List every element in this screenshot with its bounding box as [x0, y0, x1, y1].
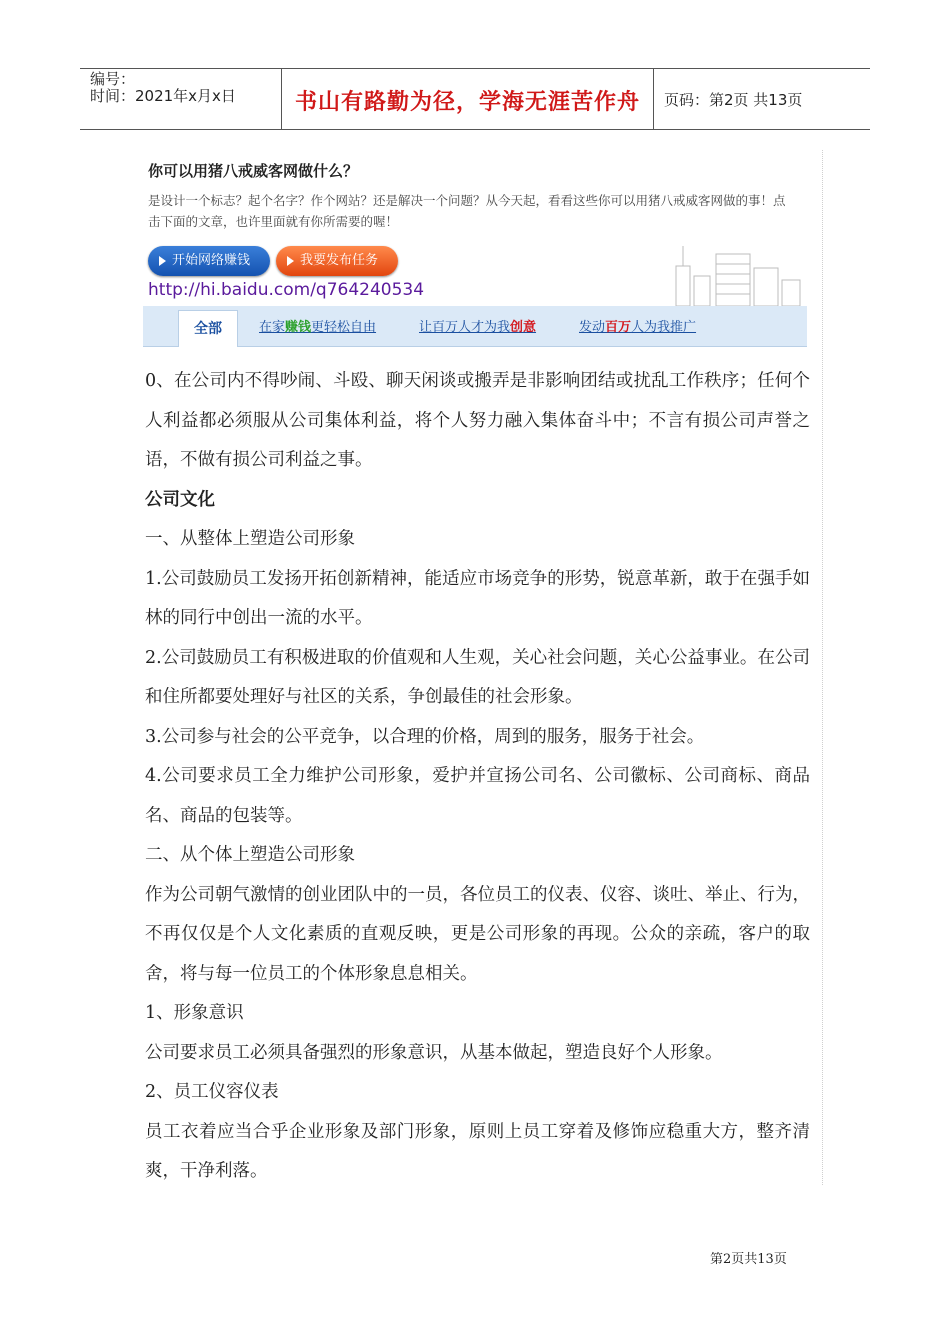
publish-task-label: 我要发布任务	[300, 253, 379, 268]
document-body	[145, 362, 810, 1192]
tab-label-part: 让百万人才为我	[419, 320, 511, 335]
start-earning-label: 开始网络赚钱	[172, 253, 251, 268]
paragraph-appearance: 员工衣着应当合乎企业形象及部门形象，原则上员工穿着及修饰应稳重大方，整齐清爽，干净利落。	[145, 1121, 810, 1181]
header-motto-cell	[282, 69, 654, 129]
tab-label-highlight: 赚钱	[285, 320, 312, 335]
list-item: 1.公司鼓励员工发扬开拓创新精神，能适应市场竞争的形势，锐意革新，敢于在强手如林的同行中创出一流的水平。	[145, 568, 810, 628]
start-earning-button[interactable]	[148, 246, 270, 276]
city-skyline-illustration	[668, 236, 808, 306]
subheading-individual-image: 二、从个体上塑造公司形象	[145, 845, 355, 865]
tab-label-part: 更轻松自由	[311, 320, 377, 335]
section-heading-culture: 公司文化	[145, 489, 215, 510]
play-icon	[287, 256, 294, 266]
tab-label-part: 在家	[259, 320, 286, 335]
subheading-image-awareness: 1、形象意识	[145, 1003, 244, 1023]
margin-guide	[822, 150, 823, 1185]
paragraph-awareness: 公司要求员工必须具备强烈的形象意识，从基本做起，塑造良好个人形象。	[145, 1042, 723, 1063]
number-label: 编号：	[90, 70, 136, 88]
tab-label-part: 人为我推广	[631, 320, 697, 335]
ad-banner	[143, 150, 807, 350]
banner-description: 是设计一个标志？起个名字？作个网站？还是解决一个问题？从今天起，看看这些你可以用猪八戒威客网做的事！点击下面的文章，也许里面就有你所需要的喔！	[148, 193, 786, 229]
banner-tab-bar	[143, 306, 807, 347]
list-item: 2.公司鼓励员工有积极进取的价值观和人生观，关心社会问题，关心公益事业。在公司和住所都要处理好与社区的关系，争创最佳的社会形象。	[145, 647, 810, 707]
document-header	[80, 68, 870, 130]
time-label: 时间：2021年x月x日	[90, 87, 236, 105]
tab-label-part: 发动	[579, 320, 606, 335]
tab-label-highlight: 百万	[605, 320, 632, 335]
header-meta-cell	[80, 69, 282, 129]
play-icon	[159, 256, 166, 266]
tab-label-highlight: 创意	[510, 320, 537, 335]
tab-creative[interactable]	[419, 316, 536, 335]
paragraph-individual: 作为公司朝气激情的创业团队中的一员，各位员工的仪表、仪容、谈吐、举止、行为，不再仅仅是个人文化素质的直观反映，更是公司形象的再现。公众的亲疏，客户的取舍，将与每一位员工的个体形象息息相关。	[145, 884, 810, 984]
subheading-appearance: 2、员工仪容仪表	[145, 1082, 279, 1102]
subheading-overall-image: 一、从整体上塑造公司形象	[145, 529, 355, 549]
publish-task-button[interactable]	[276, 246, 398, 276]
header-page-cell	[654, 69, 870, 129]
list-item: 4.公司要求员工全力维护公司形象，爱护并宣扬公司名、公司徽标、公司商标、商品名、商品的包装等。	[145, 766, 810, 826]
paragraph-conduct: 0、在公司内不得吵闹、斗殴、聊天闲谈或搬弄是非影响团结或扰乱工作秩序；任何个人利益都必须服从公司集体利益，将个人努力融入集体奋斗中；不言有损公司声誉之语，不做有损公司利益之事。	[145, 371, 810, 470]
banner-question: 你可以用猪八戒威客网做什么？	[148, 162, 359, 180]
header-motto: 书山有路勤为径，学海无涯苦作舟	[294, 90, 640, 115]
page-footer: 第2页共13页	[710, 1252, 787, 1267]
tab-all[interactable]: 全部	[178, 310, 238, 347]
header-page-number: 页码：第2页 共13页	[664, 91, 803, 109]
list-item: 3.公司参与社会的公平竞争，以合理的价格，周到的服务，服务于社会。	[145, 726, 705, 747]
tab-earn-at-home[interactable]	[259, 316, 376, 335]
tab-promote[interactable]	[579, 316, 696, 335]
banner-url[interactable]: http://hi.baidu.com/q764240534	[148, 280, 425, 300]
